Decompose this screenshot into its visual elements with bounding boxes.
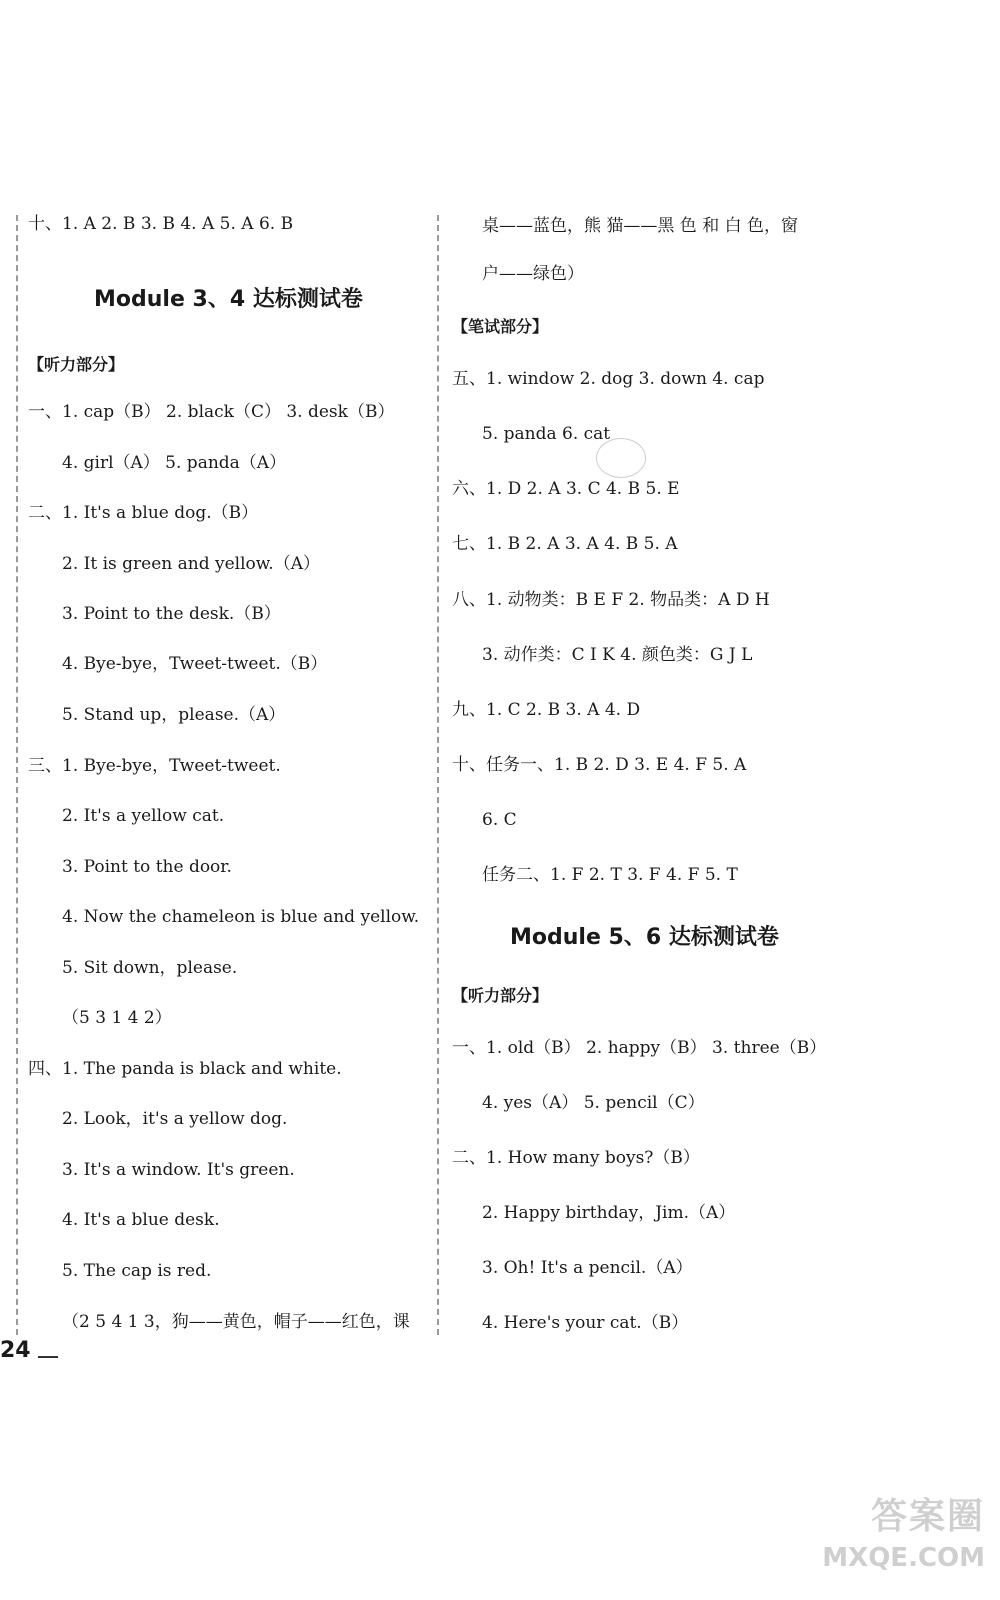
section-heading: 【笔试部分】 [452,317,549,336]
answer-line: 3. Point to the door. [62,857,232,877]
answer-line: 七、1. B 2. A 3. A 4. B 5. A [452,534,678,554]
answer-line: 一、1. old（B） 2. happy（B） 3. three（B） [452,1038,827,1058]
answer-line: 4. Here's your cat.（B） [482,1313,689,1333]
answer-line: （2 5 4 1 3，狗——黄色，帽子——红色，课 [62,1312,410,1332]
answer-line: 3. It's a window. It's green. [62,1160,295,1180]
answer-line: 2. Happy birthday，Jim.（A） [482,1203,736,1223]
page-number-rule [38,1356,58,1358]
watermark-logo [795,1488,985,1600]
answer-line: 5. panda 6. cat [482,424,611,444]
answer-line: 桌——蓝色，熊 猫——黑 色 和 白 色，窗 [482,216,799,236]
answer-line: 2. It's a yellow cat. [62,806,225,826]
answer-line: 4. It's a blue desk. [62,1210,220,1230]
page-number: 24 [0,1338,31,1363]
answer-line: 任务二、1. F 2. T 3. F 4. F 5. T [482,865,738,885]
answer-line: 4. Bye-bye，Tweet-tweet.（B） [62,654,328,674]
section-title: Module 3、4 达标测试卷 [94,287,363,312]
answer-line: 4. yes（A） 5. pencil（C） [482,1093,705,1113]
answer-line: 三、1. Bye-bye，Tweet-tweet. [28,756,281,776]
answer-line: 六、1. D 2. A 3. C 4. B 5. E [452,479,680,499]
answer-line: 4. Now the chameleon is blue and yellow. [62,907,420,927]
answer-line: 二、1. It's a blue dog.（B） [28,503,259,523]
answer-line: 四、1. The panda is black and white. [28,1059,342,1079]
watermark-text: 答案圈 [870,1496,985,1537]
answer-line: 二、1. How many boys?（B） [452,1148,700,1168]
answer-line: 3. Point to the desk.（B） [62,604,281,624]
answer-line: 5. Stand up，please.（A） [62,705,286,725]
section-heading: 【听力部分】 [452,986,549,1005]
section-title: Module 5、6 达标测试卷 [510,925,779,950]
answer-line: 5. The cap is red. [62,1261,212,1281]
column-divider [437,215,439,1335]
answer-line: 3. 动作类：C I K 4. 颜色类：G J L [482,645,753,665]
answer-line: （5 3 1 4 2） [62,1008,172,1028]
faint-stamp [596,438,646,478]
answer-line: 九、1. C 2. B 3. A 4. D [452,700,641,720]
answer-line: 十、1. A 2. B 3. B 4. A 5. A 6. B [28,214,294,234]
answer-line: 3. Oh! It's a pencil.（A） [482,1258,693,1278]
answer-line: 户——绿色） [482,264,584,284]
left-margin-rule [16,215,18,1335]
answer-line: 一、1. cap（B） 2. black（C） 3. desk（B） [28,402,395,422]
answer-line: 6. C [482,810,517,830]
answer-line: 2. It is green and yellow.（A） [62,554,320,574]
section-heading: 【听力部分】 [28,355,125,374]
answer-line: 十、任务一、1. B 2. D 3. E 4. F 5. A [452,755,747,775]
answer-line: 4. girl（A） 5. panda（A） [62,453,287,473]
answer-line: 2. Look，it's a yellow dog. [62,1109,288,1129]
watermark-url: MXQE.COM [822,1543,985,1573]
answer-line: 八、1. 动物类：B E F 2. 物品类：A D H [452,590,770,610]
answer-line: 五、1. window 2. dog 3. down 4. cap [452,369,765,389]
answer-line: 5. Sit down，please. [62,958,238,978]
